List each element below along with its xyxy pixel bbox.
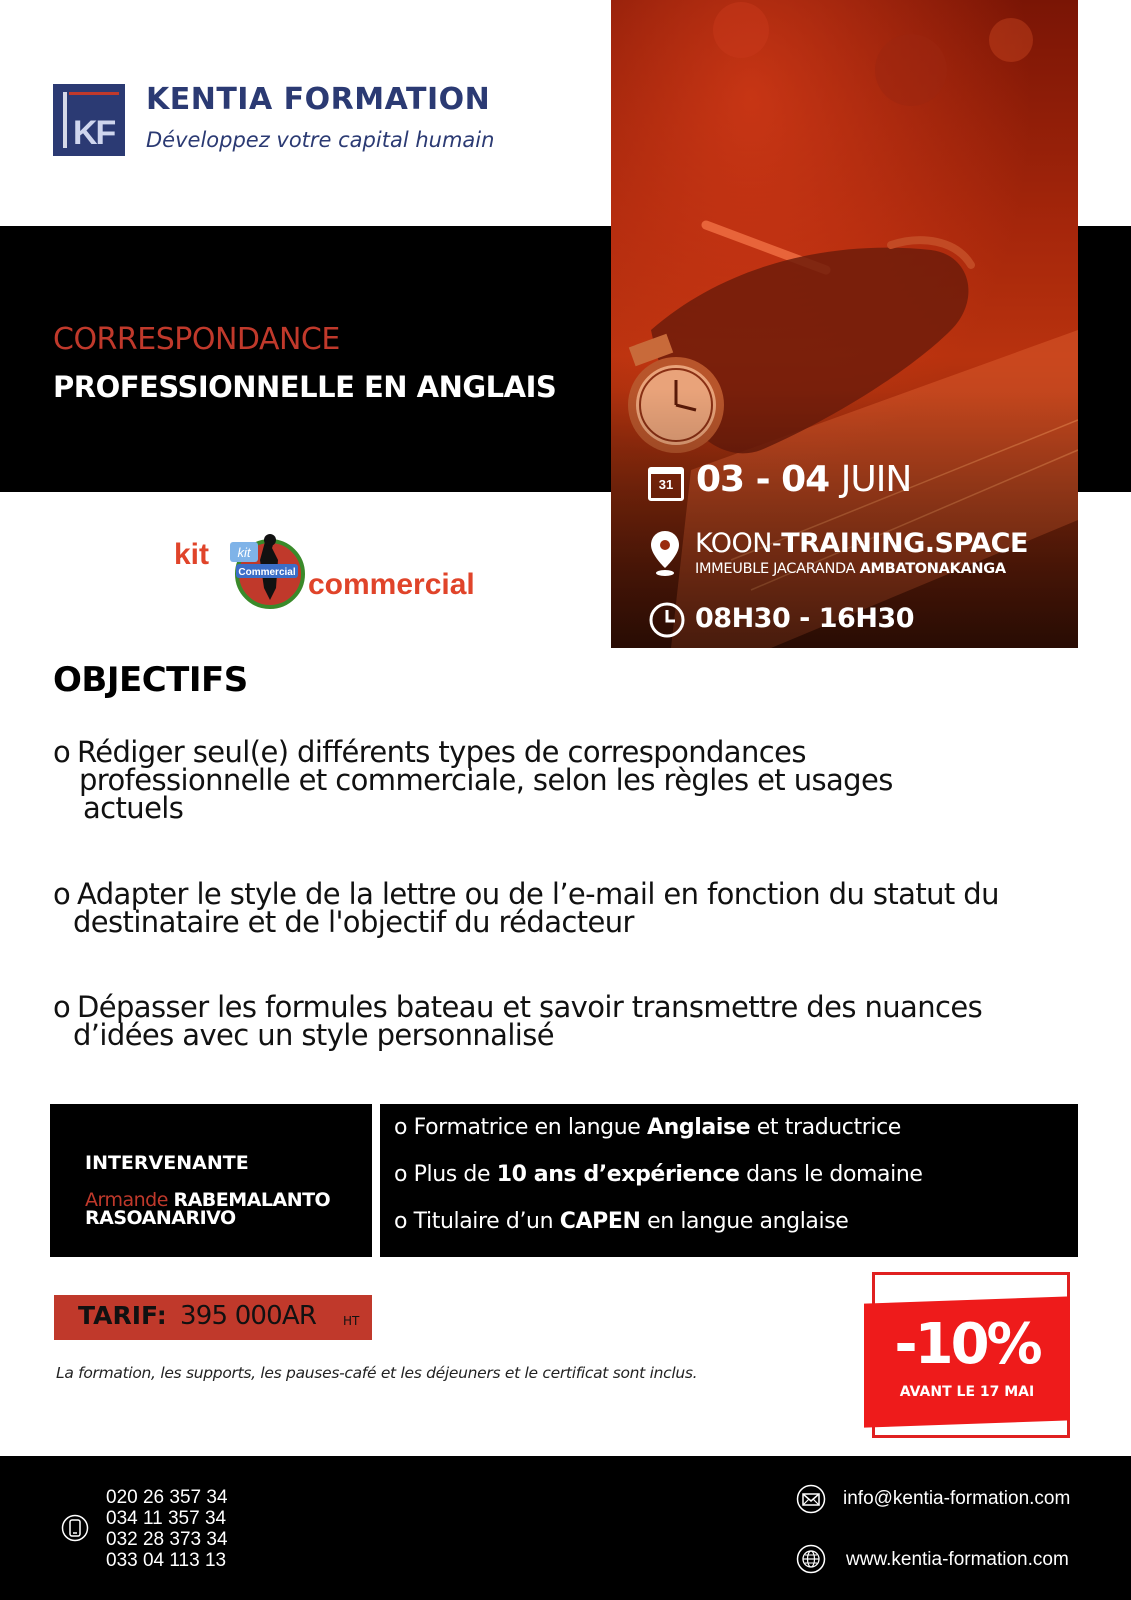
- svg-text:Commercial: Commercial: [238, 567, 296, 578]
- price-inclusions-note: La formation, les supports, les pauses-café et les déjeuners et le certificat sont inclus.: [56, 1364, 698, 1382]
- credential-item: o Plus de 10 ans d’expérience dans le domaine: [394, 1162, 923, 1187]
- course-title-line1: CORRESPONDANCE: [53, 322, 340, 357]
- logo-initials: KF: [73, 114, 115, 152]
- objective-item: o Adapter le style de la lettre ou de l’e-mail en fonction du statut du destinataire et de l'objectif du rédacteur: [53, 877, 999, 939]
- price-suffix: HT: [343, 1314, 360, 1328]
- event-date-days: 03 - 04: [696, 459, 830, 500]
- contact-website[interactable]: www.kentia-formation.com: [846, 1549, 1069, 1570]
- price-label: TARIF:: [78, 1301, 167, 1330]
- credential-item: o Titulaire d’un CAPEN en langue anglaise: [394, 1209, 849, 1234]
- brand-tagline: Développez votre capital humain: [146, 128, 495, 152]
- phone-number[interactable]: 033 04 113 13: [106, 1550, 227, 1571]
- contact-email[interactable]: info@kentia-formation.com: [843, 1488, 1071, 1509]
- globe-icon: [796, 1544, 826, 1574]
- venue-address: IMMEUBLE JACARANDA AMBATONAKANGA: [695, 561, 1006, 577]
- objectives-title: OBJECTIFS: [53, 660, 248, 700]
- brand-name: KENTIA FORMATION: [146, 82, 491, 117]
- discount-condition: AVANT LE 17 MAI: [899, 1384, 1035, 1400]
- trainer-box: [50, 1104, 372, 1257]
- price-value: 395 000AR: [180, 1301, 317, 1331]
- trainer-name-line2: RASOANARIVO: [85, 1207, 236, 1229]
- partner-logo-badge: [226, 530, 310, 610]
- objective-item: o Rédiger seul(e) différents types de correspondances professionnelle et commerciale, selon les règles et usages actuels: [53, 735, 893, 825]
- event-hours: 08H30 - 16H30: [695, 603, 914, 634]
- discount-value: -10%: [894, 1312, 1040, 1377]
- objective-item: o Dépasser les formules bateau et savoir transmettre des nuances d’idées avec un style personnalisé: [53, 990, 983, 1052]
- calendar-icon: 31: [648, 467, 684, 501]
- course-title-line2: PROFESSIONNELLE EN ANGLAIS: [53, 370, 557, 404]
- mail-icon: [796, 1484, 826, 1514]
- trainer-label: INTERVENANTE: [85, 1152, 249, 1174]
- phone-icon: [61, 1514, 89, 1542]
- venue-name: KOON-TRAINING.SPACE: [695, 528, 1028, 559]
- credential-item: o Formatrice en langue Anglaise et traductrice: [394, 1115, 901, 1140]
- phone-number[interactable]: 032 28 373 34: [106, 1529, 228, 1550]
- brand-logo: [53, 84, 125, 156]
- phone-number[interactable]: 020 26 357 34: [106, 1487, 228, 1508]
- partner-logo-word-kit: kit: [174, 538, 210, 571]
- location-pin-icon: [650, 530, 680, 576]
- event-date-month: JUIN: [840, 459, 912, 500]
- phone-number[interactable]: 034 11 357 34: [106, 1508, 227, 1529]
- partner-logo-word-commercial: commercial: [308, 568, 475, 601]
- clock-icon: [648, 601, 686, 639]
- svg-text:kit: kit: [237, 545, 251, 560]
- trainer-name: Armande RABEMALANTO: [85, 1189, 331, 1211]
